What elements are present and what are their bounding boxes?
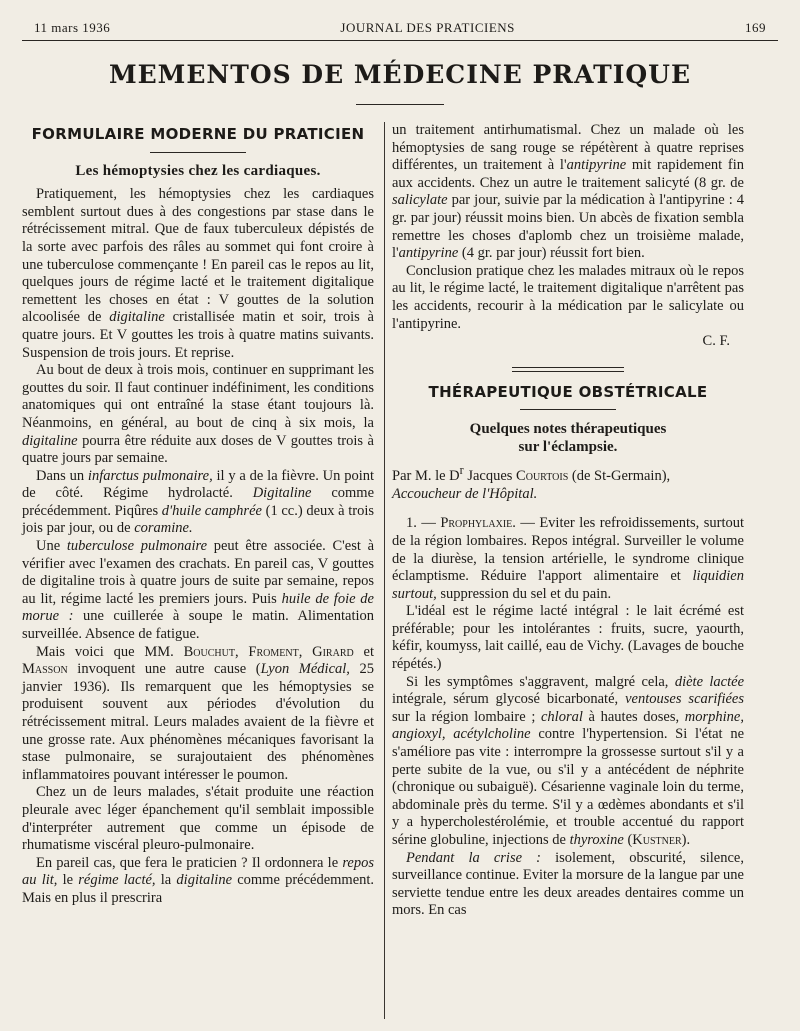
section-rule (150, 152, 246, 153)
paragraph: Pratiquement, les hémoptysies chez les cardiaques semblent surtout dues à des congestions par stase dans le rétrécissement mitral. Que de faux tuberculeux dépistés de la sorte avec parfois des râles au sommet qui font croire à une tuberculose commençante ! En pareil cas le repos au lit, quelques jours de régime lacté et le traitement digitalique remettent les choses en état : V gouttes de la solution alcoolisée de digitaline cristallisée matin et soir, trois à quatre jours. Et V gouttes les trois à quatre matins suivants. Suspension de trois jours. Et reprise. (22, 186, 374, 361)
double-rule-divider (512, 367, 624, 372)
paragraph: Si les symptômes s'aggravent, malgré cela, diète lactée intégrale, sérum glycosé bicarbonaté, ventouses scarifiées sur la région lombaire ; chloral à hautes doses, morphine, angioxyl, acétylcholine contre l'hypertension. Si l'état ne s'améliore pas vite : interrompre la grossesse surtout s'il y a perte subite de la vue, ou s'il y a antécédent de néphrite (chronique ou subaiguë). Césarienne vaginale loin du terme, abdominale près du terme. S'il y a œdèmes abondants et s'il y a hypercholestérolémie, et trouble accentué du rapport sérine globuline, injections de thyroxine (Kustner). (392, 673, 745, 849)
paragraph: Mais voici que MM. Bouchut, Froment, Girard et Masson invoquent une autre cause (Lyon Médical, 25 janvier 1936). Ils remarquent que les hémoptysies se produisent souvent aux périodes d'évolution du rétrécissement mitral. Leurs malades avaient de la fièvre et une grosse rate. Aux phénomènes mécaniques favorisant la stase pulmonaire, se surajoutaient des phénomènes inflammatoires pouvant intéresser le poumon. (22, 643, 375, 783)
paragraph: En pareil cas, que fera le praticien ? Il ordonnera le repos au lit, le régime lacté, la digitaline comme précédemment. Mais en plus il prescrira (22, 854, 375, 906)
paragraph: Au bout de deux à trois mois, continuer en supprimant les gouttes du soir. Il faut continuer indéfiniment, les conditions anatomiques qui ont entraîné la stase étant toujours là. Néanmoins, en général, au bout de cinq à six mois, la digitaline pourra être réduite aux doses de V gouttes trois à quatre jours par semaine. (22, 362, 374, 467)
article-title-eclampsie: Quelques notes thérapeutiques sur l'éclampsie. (469, 421, 667, 456)
left-column (22, 122, 374, 908)
section-title-therapeutique: THÉRAPEUTIQUE OBSTÉTRICALE (428, 382, 708, 401)
column-divider (384, 122, 385, 1019)
header-page-number: 169 (745, 20, 766, 35)
paragraph: L'idéal est le régime lacté intégral : le lait écrémé est préférable; pour les intolérantes : fruits, sucre, yaourth, kéfir, koumyss, lait caillé, eau de Vichy. (Lavages de bouche répétés.) (392, 603, 744, 673)
page-title: MEMENTOS DE MÉDECINE PRATIQUE (108, 60, 692, 89)
paragraph: Conclusion pratique chez les malades mitraux où le repos au lit, le régime lacté, le traitement digitalique n'arrêtent pas les accidents, recourir à la médication par le salicylate ou l'antipyrine. (392, 262, 744, 332)
header-rule (22, 40, 778, 41)
section-rule (520, 409, 616, 410)
header-journal-name: JOURNAL DES PRATICIENS (340, 20, 515, 35)
paragraph: Une tuberculose pulmonaire peut être associée. C'est à vérifier avec l'examen des crachats. En pareil cas, V gouttes de digitaline trois à quatre jours de suite par semaine, repos au lit, régime lacté les premiers jours. Puis huile de foie de morue : une cuillerée à soupe le matin. Alimentation surveillée. Absence de fatigue. (22, 538, 375, 643)
header-date: 11 mars 1936 (34, 20, 111, 35)
paragraph: Chez un de leurs malades, s'était produite une réaction pleurale avec léger épanchement qu'il semblait impossible d'interpréter autrement que comme un épisode de rhumatisme viscéral pleuro-pulmonaire. (22, 784, 374, 854)
paragraph: Pendant la crise : isolement, obscurité, silence, surveillance continue. Eviter la morsure de la langue par une serviette tendue entre les deux areades dentaires comme un mors. En cas (392, 849, 744, 919)
section-title-formulaire: FORMULAIRE MODERNE DU PRATICIEN (31, 125, 365, 143)
author-role: Accoucheur de l'Hôpital. (392, 485, 538, 502)
paragraph: un traitement antirhumatismal. Chez un malade où les hémoptysies de sang rouge se répétèrent à quatre reprises différentes, un traitement à l'antipyrine mit rapidement fin aux accidents. Chez un autre le traitement salicyté (8 gr. de salicylate par jour, suivie par la médication à l'antipyrine : 4 gr. par jour) réussit moins bien. Un abcès de fixation sembla remettre les choses d'aplomb chez un troisième malade, l'antipyrine (4 gr. par jour) réussit fort bien. (392, 122, 745, 262)
article-title-hemoptysies: Les hémoptysies chez les cardiaques. (75, 162, 321, 179)
running-header (34, 18, 766, 38)
paragraph: 1. — Prophylaxie. — Eviter les refroidissements, surtout de la région lombaires. Repos intégral. Surveiller le volume de la diurèse, la tension artérielle, le syndrome clinique éclamptisme. Réduire l'apport alimentaire et liquidien surtout, suppression du sel et du pain. (392, 515, 745, 602)
right-column (392, 122, 744, 920)
article-byline: Par M. le $D^r$ Jacques Courtois (de St-Germain), (392, 463, 671, 485)
author-signature: C. F. (702, 333, 730, 350)
paragraph: Dans un infarctus pulmonaire, il y a de la fièvre. Un point de côté. Régime hydrolacté. Digitaline comme précédemment. Piqûres d'huile camphrée (1 cc.) deux à trois jois par jour, ou de coramine. (22, 467, 375, 537)
title-rule (356, 104, 444, 105)
